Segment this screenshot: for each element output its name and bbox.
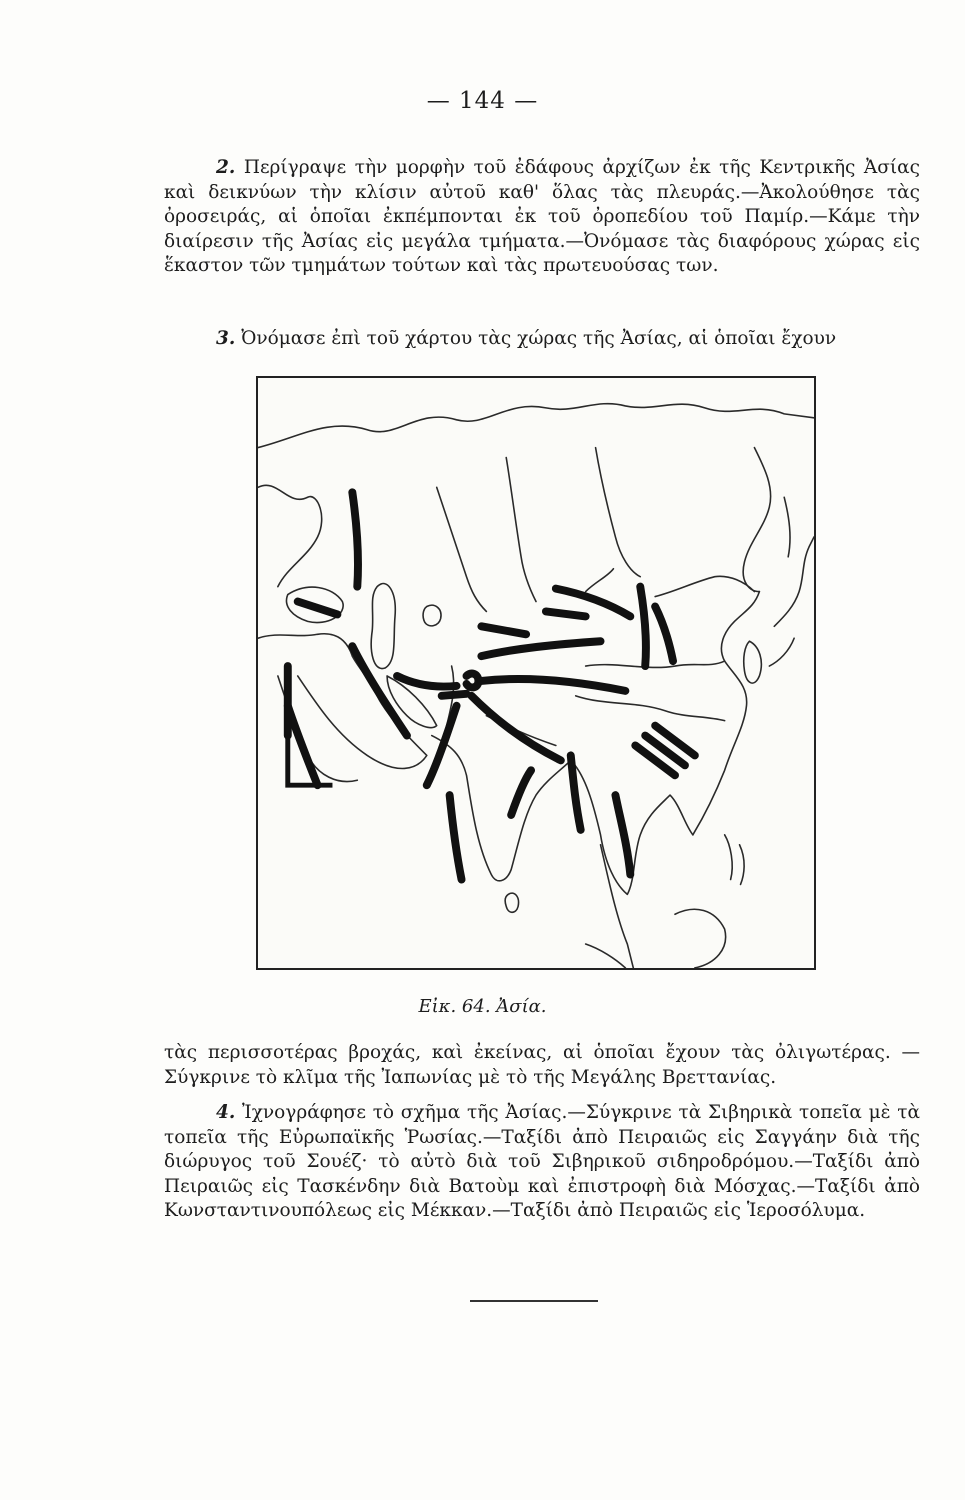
mountain-tian-shan: [481, 641, 600, 656]
philippines-outline: [725, 835, 744, 885]
mountain-ghats-west: [450, 795, 462, 879]
asia-map-figure: [256, 376, 816, 970]
mountain-altai: [481, 626, 526, 634]
mountain-sayan: [546, 611, 586, 616]
paragraph-2: [164, 156, 920, 279]
ceylon-outline: [505, 893, 518, 912]
scandinavia-coastline: [258, 485, 322, 586]
river-yellow: [586, 661, 725, 667]
mountain-ural: [352, 492, 358, 586]
paragraph-number: 4.: [216, 1102, 236, 1123]
river-yangtze: [576, 696, 725, 721]
mountain-caucasus: [298, 602, 338, 615]
arabia-coastline: [298, 656, 427, 768]
paragraph-text: Ἰχνογράφησε τὸ σχῆμα τῆς Ἀσίας.—Σύγκρινε τὰ Σιβηρικὰ τοπεῖα μὲ τὰ τοπεῖα τῆς Εὐρωπαϊκῆς Ῥωσίας.—Ταξίδι ἀπὸ Πειραιῶς εἰς Σαγγάην διὰ τῆς διώρυγος τοῦ Σουέζ· τὸ αὐτὸ διὰ τοῦ Σιβηρικοῦ σιδηροδρόμου.—Ταξίδι ἀπὸ Πειραιῶς εἰς Τασκένδην διὰ Βατοὺμ καὶ ἐπιστροφὴ διὰ Μόσχας.—Ταξίδι ἀπὸ Κωνσταντινουπόλεως εἰς Μέκκαν.—Ταξίδι ἀπὸ Πειραιῶς εἰς Ἱεροσόλυμα.: [164, 1102, 920, 1222]
lake-baikal: [586, 569, 614, 592]
arctic-coastline: [258, 404, 814, 448]
mountain-elburz: [397, 676, 457, 687]
mountain-kunlun: [481, 679, 625, 691]
paragraph-number: 2.: [216, 157, 236, 178]
mediterranean-coastline: [258, 634, 352, 656]
borneo-outline: [675, 909, 726, 968]
mountain-pamir-knot: [467, 674, 479, 688]
korea-outline: [744, 641, 762, 683]
sumatra-outline: [586, 944, 626, 968]
mountain-annam: [615, 795, 630, 874]
mountain-himalaya: [471, 696, 560, 761]
river-ob: [437, 487, 487, 611]
mountain-ranges: [288, 492, 695, 879]
end-rule: [470, 1300, 598, 1302]
kamchatka-outline: [743, 448, 770, 592]
japan-outline: [774, 537, 814, 626]
mountain-arakan: [571, 755, 581, 829]
paragraph-number: 3.: [216, 328, 236, 349]
mountain-stanovoy: [640, 587, 646, 666]
coastline-outlines: [258, 404, 814, 968]
paragraph-text: Περίγραψε τὴν μορφὴν τοῦ ἐδάφους ἀρχίζων ἐκ τῆς Κεντρικῆς Ἀσίας καὶ δεικνύων τὴν κλίσιν αὐτοῦ καθ' ὅλας τὰς πλευράς.—Ἀκολούθησε τὰς ὀροσειράς, αἱ ὁποῖαι ἐκπέμπονται ἐκ τοῦ ὀροπεδίου τοῦ Παμίρ.—Κάμε τὴν διαίρεσιν τῆς Ἀσίας εἰς μεγάλα τμήματα.—Ὀνόμασε τὰς διαφόρους χώρας εἰς ἕκαστον τῶν τμημάτων τούτων καὶ τὰς πρωτευούσας των.: [164, 157, 920, 277]
river-lena: [596, 448, 641, 577]
river-amur: [655, 576, 754, 596]
paragraph-3: [164, 327, 920, 352]
caspian-sea-outline: [371, 584, 395, 669]
mountain-hindu-kush: [442, 694, 467, 696]
mountain-khingan: [655, 606, 673, 661]
china-coastline: [693, 592, 760, 835]
figure-caption: Εἰκ. 64. Ἀσία.: [418, 996, 547, 1017]
paragraph-4: [164, 1101, 920, 1224]
mountain-sulaiman: [427, 706, 457, 785]
mountain-ghats-east: [511, 770, 531, 815]
japan-south-outline: [769, 638, 794, 666]
page-number: — 144 —: [426, 88, 539, 114]
aral-sea-outline: [423, 605, 441, 626]
sakhalin-outline: [784, 497, 790, 557]
paragraph-3-continued: τὰς περισσοτέρας βροχάς, καὶ ἐκείνας, αἱ ὁποῖαι ἔχουν τὰς ὀλιγωτέρας. —Σύγκρινε τὸ κλῖμα τῆς Ἰαπωνίας μὲ τὸ τῆς Μεγάλης Βρεττανίας.: [164, 1042, 920, 1088]
asia-map-drawing: [258, 378, 814, 968]
river-yenisei: [506, 458, 536, 602]
mountain-arabia: [288, 706, 318, 785]
paragraph-text: Ὀνόμασε ἐπὶ τοῦ χάρτου τὰς χώρας τῆς Ἀσίας, αἱ ὁποῖαι ἔχουν: [235, 328, 837, 349]
mountain-zagros: [352, 646, 407, 735]
